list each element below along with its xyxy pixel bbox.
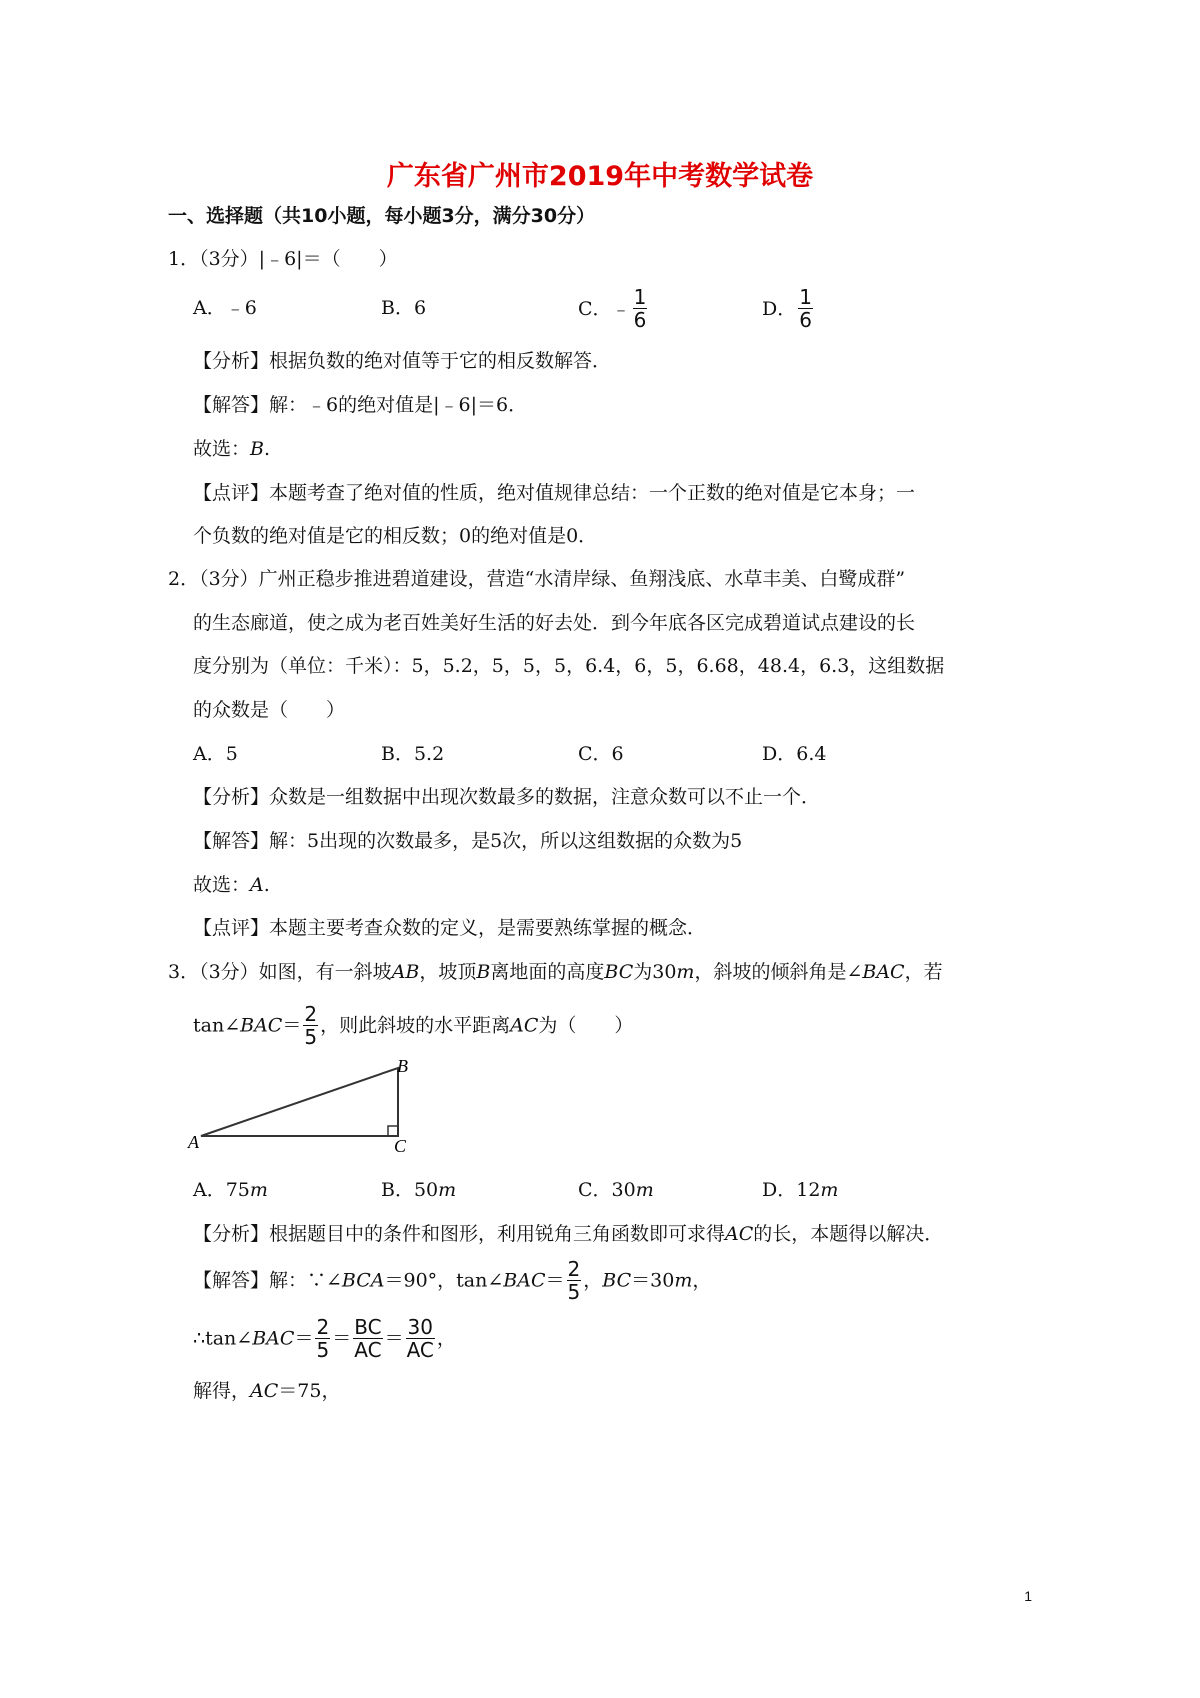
q1-stem: 1．（3分）|﹣6|＝（ ） bbox=[168, 248, 398, 270]
q2-option-b: B．5.2 bbox=[381, 743, 445, 765]
q3-derivation: ∴tan∠BAC＝ $\frac{2}{5}$ ＝ $\frac{BC}{AC}$ ＝ $\frac{30}{AC}$ ， bbox=[193, 1315, 456, 1362]
q2-answer: 【解答】解：5出现的次数最多，是5次，所以这组数据的众数为5 bbox=[193, 830, 743, 852]
right-angle-mark bbox=[388, 1126, 398, 1136]
q3-stem-line: tan∠BAC＝ $\frac{2}{5}$ ，则此斜坡的水平距离AC为（ ） bbox=[193, 1002, 634, 1049]
q3-option-d: D．12m bbox=[762, 1179, 839, 1201]
q1-option-d: D． $\frac{1}{6}$ bbox=[762, 285, 812, 332]
q3-solution: 解得，AC＝75， bbox=[193, 1380, 341, 1402]
q2-option-d: D．6.4 bbox=[762, 743, 827, 765]
q1-option-b: B．6 bbox=[381, 297, 427, 319]
q2-option-a: A．5 bbox=[193, 743, 238, 765]
q1-answer: 【解答】解：﹣6的绝对值是|﹣6|＝6． bbox=[193, 394, 528, 416]
vertex-label-a: A bbox=[188, 1132, 199, 1152]
q2-comment: 【点评】本题主要考查众数的定义，是需要熟练掌握的概念． bbox=[193, 917, 707, 939]
triangle-abc bbox=[201, 1068, 398, 1136]
section-heading: 一、选择题（共10小题，每小题3分，满分30分） bbox=[168, 205, 596, 227]
q1-analysis: 【分析】根据负数的绝对值等于它的相反数解答． bbox=[193, 350, 612, 372]
page-number: 1 bbox=[1024, 1588, 1032, 1604]
q2-choice: 故选：A. bbox=[193, 874, 270, 896]
q3-option-b: B．50m bbox=[381, 1179, 457, 1201]
q2-option-c: C．6 bbox=[578, 743, 624, 765]
slope-triangle-figure bbox=[185, 1052, 425, 1157]
q3-option-c: C．30m bbox=[578, 1179, 654, 1201]
q1-option-a: A．﹣6 bbox=[193, 297, 257, 319]
q1-option-c: C．﹣ $\frac{1}{6}$ bbox=[578, 285, 647, 332]
q3-stem: 3．（3分）如图，有一斜坡AB，坡顶B离地面的高度BC为30m，斜坡的倾斜角是∠BAC，若 bbox=[168, 961, 943, 983]
q1-comment-cont: 个负数的绝对值是它的相反数；0的绝对值是0． bbox=[193, 525, 598, 547]
q3-option-a: A．75m bbox=[193, 1179, 268, 1201]
page-title: 广东省广州市2019年中考数学试卷 bbox=[386, 161, 814, 192]
q1-comment: 【点评】本题考查了绝对值的性质，绝对值规律总结：一个正数的绝对值是它本身；一 bbox=[193, 482, 916, 504]
vertex-label-c: C bbox=[394, 1136, 407, 1156]
q2-stem: 2．（3分）广州正稳步推进碧道建设，营造“水清岸绿、鱼翔浅底、水草丰美、白鹭成群” bbox=[168, 568, 906, 590]
q2-analysis: 【分析】众数是一组数据中出现次数最多的数据，注意众数可以不止一个． bbox=[193, 786, 821, 808]
q2-stem-line: 的众数是（ ） bbox=[193, 699, 346, 721]
q3-answer: 【解答】解：∵∠BCA＝90°，tan∠BAC＝ $\frac{2}{5}$ ，BC＝30m， bbox=[193, 1257, 712, 1304]
q2-stem-line: 度分别为（单位：千米）：5，5.2，5，5，5，6.4，6，5，6.68，48.4，6.3，这组数据 bbox=[193, 655, 945, 677]
q1-choice: 故选：B. bbox=[193, 438, 271, 460]
vertex-label-b: B bbox=[397, 1056, 408, 1076]
q3-analysis: 【分析】根据题目中的条件和图形，利用锐角三角函数即可求得AC的长，本题得以解决． bbox=[193, 1223, 944, 1245]
q2-stem-line: 的生态廊道，使之成为老百姓美好生活的好去处．到今年底各区完成碧道试点建设的长 bbox=[193, 612, 916, 634]
